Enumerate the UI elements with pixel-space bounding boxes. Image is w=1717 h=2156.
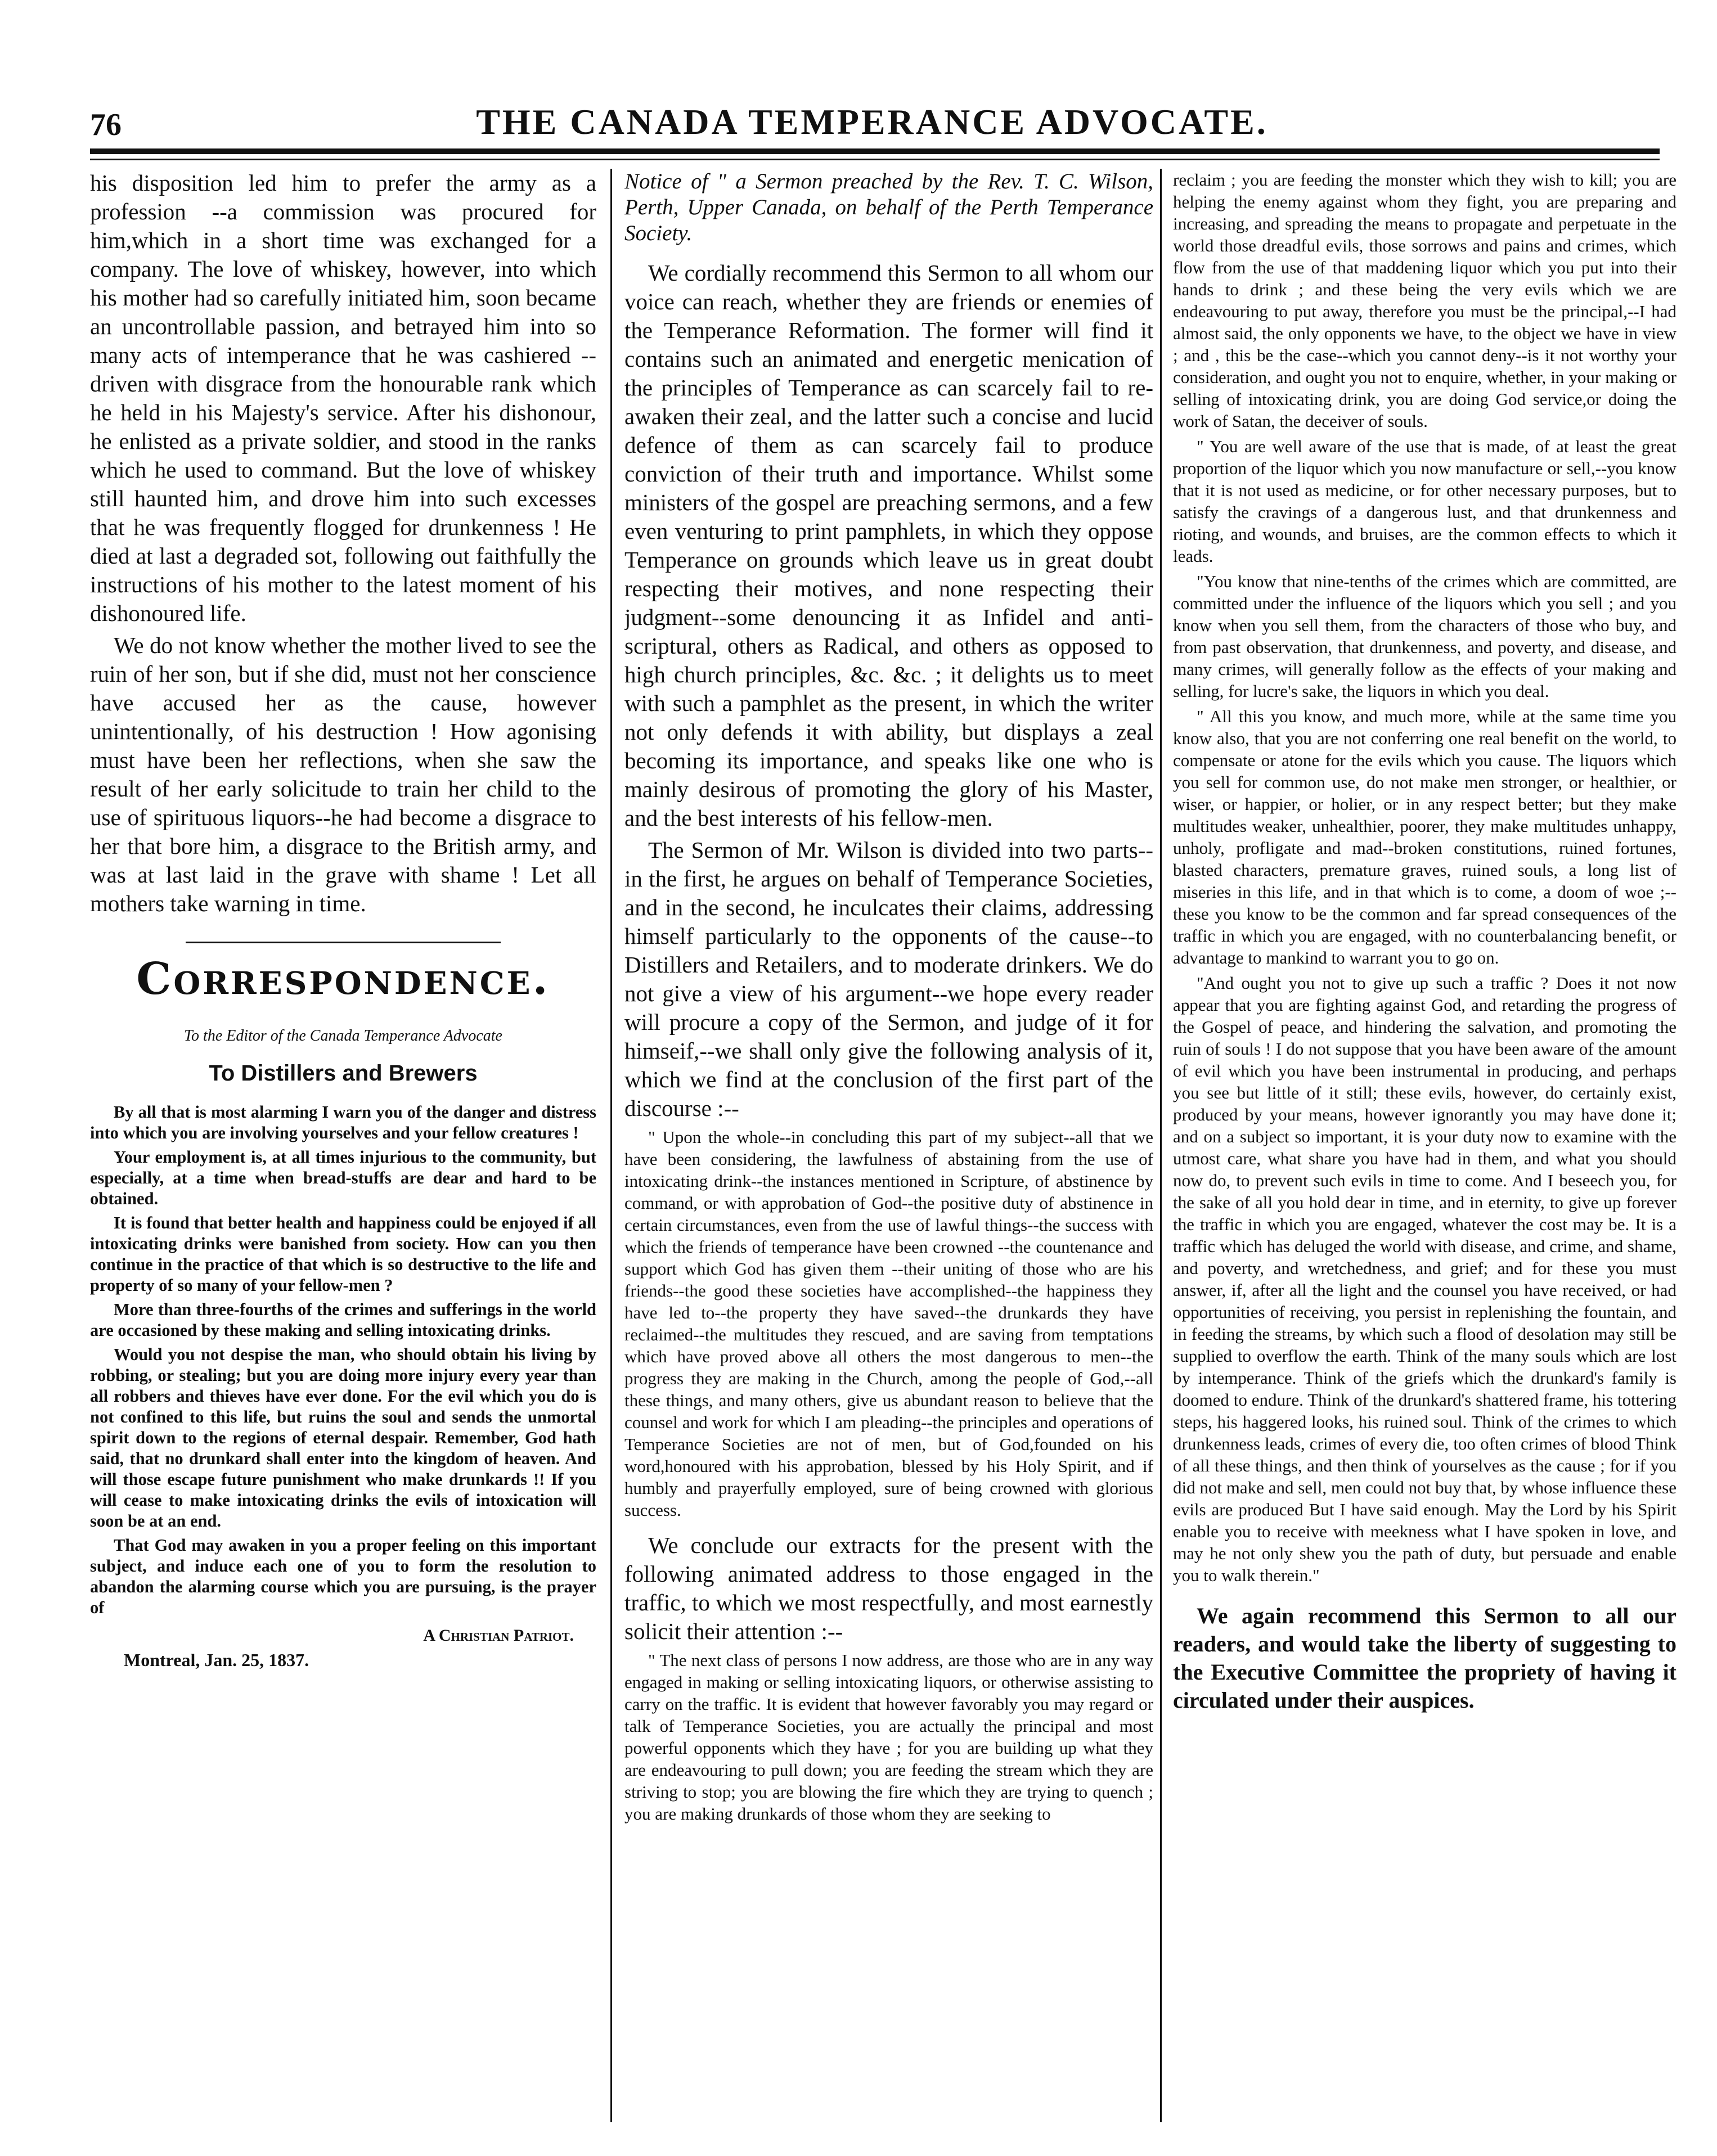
letter-heading: To Distillers and Brewers <box>209 1061 478 1086</box>
article-paragraph: his disposition led him to prefer the army as a profession --a commission was procured for him,which in a short time was exchanged for a company. The love of whiskey, however, into which his mother had so carefully initiated him, soon became an uncontrollable passion, and betrayed him into so many acts of intemperance that he was cashiered --driven with disgrace from the honourable rank which he held in his Majesty's service. After his dishonour, he enlisted as a private soldier, and stood in the ranks which he used to command. But the love of whiskey still haunted him, and drove him into such excesses that he was frequently flogged for drunkenness ! He died at last a degraded sot, following out faithfully the instructions of his mother to the latest moment of his dishonoured life. <box>90 170 596 626</box>
column-divider-left <box>610 169 612 2122</box>
letter-paragraph: More than three-fourths of the crimes and sufferings in the world are occasioned by these making and selling intoxicating drinks. <box>90 1300 596 1340</box>
letter-paragraph: Would you not despise the man, who should obtain his living by robbing, or stealing; but you are doing more injury every year than all robbers and thieves have ever done. For the evil which you do is not confined to this life, but ruins the soul and sends the unmortal spirit down to the regions of eternal despair. Remember, God hath said, that no drunkard shall enter into the kingdom of heaven. And will those escape future punishment who make drunkards !! If you will cease to make intoxicating drinks the evils of intoxication will soon be at an end. <box>90 1345 596 1531</box>
letter-addressee: To the Editor of the Canada Temperance Advocate <box>184 1027 502 1045</box>
letter-signature: A Christian Patriot. <box>423 1626 574 1645</box>
article-paragraph: We cordially recommend this Sermon to all whom our voice can reach, whether they are friends or enemies of the Temperance Reformation. The former will find it contains such an animated and energetic menication of the principles of Temperance as can scarcely fail to re-awaken their zeal, and the latter such a concise and lucid defence of them as can scarcely fail to produce conviction of their truth and importance. Whilst some ministers of the gospel are preaching sermons, and a few even venturing to print pamphlets, in which they oppose Temperance on grounds which leave us in great doubt respecting their motives, and none respecting their judgment--some denouncing it as Infidel and anti-scriptural, others as Radical, and others as opposed to high church principles, &c. &c. ; it delights us to meet with such a pamphlet as the present, in which the writer not only defends it with ability, but displays a zeal becoming its importance, and speaks like one who is mainly desirous of promoting the glory of his Master, and the best interests of his fellow-men. <box>624 260 1153 831</box>
article-paragraph: We conclude our extracts for the present with the following animated address to those engaged in the traffic, to which we most respectfully, and most earnestly solicit their attention :-- <box>624 1532 1153 1644</box>
article-paragraph: We do not know whether the mother lived to see the ruin of her son, but if she did, must not her conscience have accused her as the cause, however unintentionally, of his destruction ! How agonising must have been her reflections, when she saw the result of her early solicitude to train her child to the use of spirituous liquors--he had become a disgrace to her that bore him, a disgrace to the British army, and was at last laid in the grave with shame ! Let all mothers take warning in time. <box>90 632 596 916</box>
quoted-paragraph: " All this you know, and much more, while at the same time you know also, that you are not conferring one real benefit on the world, to compensate or atone for the evils which you cause. The liquors which you sell for common use, do not make men stronger, or healthier, or wiser, or happier, or holier, or in any respect better; but they make multitudes weaker, unhealthier, poorer, they make multitudes unhappy, unholy, profligate and mad--broken constitutions, ruined fortunes, blasted characters, premature graves, ruined souls, a long list of miseries in this life, and in that which is to come, a doom of woe ;--these you know to be the common and far spread consequences of the traffic in which you are engaged, with no counterbalancing benefit, or advantage to mankind to warrant you to go on. <box>1173 706 1676 967</box>
letter-paragraph: That God may awaken in you a proper feeling on this important subject, and induce each one of you to form the resolution to abandon the alarming course which you are pursuing, is the prayer of <box>90 1536 596 1617</box>
header-rule-thick <box>90 148 1660 154</box>
letter-paragraph: By all that is most alarming I warn you of the danger and distress into which you are involving yourselves and your fellow creatures ! <box>90 1102 596 1142</box>
quoted-paragraph: "And ought you not to give up such a traffic ? Does it not now appear that you are fighting against God, and retarding the progress of the Gospel of peace, and hindering the salvation, and promoting the ruin of souls ! I do not suppose that you have been aware of the amount of evil which you have been instrumental in producing, and perhaps you see but little of it still; these evils, however, do certainly exist, produced by your means, however ignorantly you may have done it; and on a subject so important, it is your duty now to examine with the utmost care, what share you have had in them, and what you should now do, to prevent such evils in time to come. And I beseech you, for the sake of all you hold dear in time, and in eternity, to give up forever the traffic in which you are engaged, whatever the cost may be. It is a traffic which has deluged the world with disease, and crime, and shame, and poverty, and wretchedness, and grief; and for these you must answer, if, after all the light and the counsel you have received, or had opportunities of receiving, you persist in replenishing the fountain, and in feeding the streams, by which such a flood of desolation may still be supplied to overflow the earth. Think of the many souls which are lost by intemperance. Think of the griefs which the drunkard's family is doomed to endure. Think of the drunkard's shattered frame, his tottering steps, his haggered looks, his ruined soul. Think of the crimes to which drunkenness leads, crimes of every die, too often crimes of blood Think of all these things, and then think of yourselves as the cause ; for if you did not make and sell, men could not buy that, by whose influence these evils are produced But I have said enough. May the Lord by his Spirit enable you to receive with meekness what I have spoken in love, and may he not only shew you the path of duty, but persuade and enable you to walk therein." <box>1173 973 1676 1585</box>
quoted-paragraph: "You know that nine-tenths of the crimes which are committed, are committed under the influence of the liquors which you sell ; and you know when you sell them, from the characters of those who buy, and from past observation, that drunkenness, and poverty, and disease, and many crimes, will generally follow as the effects of your making and selling, for lucre's sake, the liquors in which you deal. <box>1173 571 1676 701</box>
quoted-paragraph: reclaim ; you are feeding the monster which they wish to kill; you are helping the enemy against whom they fight, you are preparing and increasing, and spreading the means to propagate and perpetuate in the world those dreadful evils, those sorrows and pains and crimes, which flow from the use of that maddening liquor which you put into their hands to drink ; and these being the very evils which we are endeavouring to put away, therefore you must be the principal,--I had almost said, the only opponents we have, to the object we have in view ; and , this be the case--which you cannot deny--is it not worthy your consideration, and ought you not to enquire, whether, in your making or selling of intoxicating drink, you are doing God service,or doing the work of Satan, the deceiver of souls. <box>1173 170 1676 431</box>
section-divider <box>186 942 501 943</box>
column-middle <box>624 169 1153 2122</box>
letter-paragraph: It is found that better health and happiness could be enjoyed if all intoxicating drinks were banished from society. How can you then continue in the practice of that which is so destructive to the life and property of so many of your fellow-men ? <box>90 1213 596 1295</box>
page-number: 76 <box>90 107 122 142</box>
letter-dateline: Montreal, Jan. 25, 1837. <box>124 1650 309 1670</box>
quoted-paragraph: " The next class of persons I now address, are those who are in any way engaged in making or selling intoxicating liquors, or otherwise assisting to carry on the traffic. It is evident that however favorably you may regard or talk of Temperance Societies, you are actually the principal and most powerful opponents which they have ; for you are building up what they are endeavouring to pull down; you are feeding the stream which they are striving to stop; you are blowing the fire which they are trying to quench ; you are making drunkards of those whom they are seeking to <box>624 1650 1153 1824</box>
masthead-title: THE CANADA TEMPERANCE ADVOCATE. <box>476 102 1268 142</box>
notice-heading: Notice of " a Sermon preached by the Rev. T. C. Wilson, Perth, Upper Canada, on behalf of the Perth Temperance Society. <box>624 169 1153 245</box>
column-divider-right <box>1160 169 1162 2122</box>
quoted-paragraph: " Upon the whole--in concluding this part of my subject--all that we have been considering, the lawfulness of abstaining from the use of intoxicating drink--the instances mentioned in Scripture, of abstinence by command, or with approbation of God--the positive duty of abstinence in certain circumstances, even from the use of lawful things--the success with which the friends of temperance have been crowned --the countenance and support which God has given them --their uniting of those who are his friends--the good these societies have accomplished--the happiness they have led to--the property they have saved--the drunkards they have reclaimed--the multitudes they rescued, and are saving from temptations which have proved above all others the most dangerous to men--the progress they are making in the Church, among the people of God,--all these things, and many others, give us abundant reason to believe that the counsel and work for which I am pleading--the principles and operations of Temperance Societies are not of men, but of God,founded on his word,honoured with his approbation, blessed by his Holy Spirit, and if humbly and prayerfully employed, sure of being crowned with glorious success. <box>624 1127 1153 1520</box>
section-title-correspondence: Correspondence. <box>136 953 550 1005</box>
column-left <box>90 169 596 2122</box>
quoted-paragraph: " You are well aware of the use that is made, of at least the great proportion of the liquor which you now manufacture or sell,--you know that it is not used as medicine, or for other necessary purposes, but to satisfy the cravings of a dangerous lust, and that drunkenness and rioting, and wounds, and bruises, are the common effects to which it leads. <box>1173 436 1676 566</box>
header-rule-thin <box>90 159 1660 160</box>
column-right <box>1173 169 1676 2122</box>
closing-recommendation: We again recommend this Sermon to all our readers, and would take the liberty of suggesting to the Executive Committee the propriety of having it circulated under their auspices. <box>1173 1603 1676 1713</box>
letter-paragraph: Your employment is, at all times injurious to the community, but especially, at a time when bread-stuffs are dear and hard to be obtained. <box>90 1147 596 1208</box>
article-paragraph: The Sermon of Mr. Wilson is divided into two parts--in the first, he argues on behalf of Temperance Societies, and in the second, he inculcates their claims, addressing himself particularly to the opponents of the cause--to Distillers and Retailers, and to moderate drinkers. We do not give a view of his argument--we hope every reader will procure a copy of the Sermon, and judge of it for himseif,--we shall only give the following analysis of it, which we find at the conclusion of the first part of the discourse :-- <box>624 837 1153 1121</box>
page-header <box>90 101 1654 152</box>
